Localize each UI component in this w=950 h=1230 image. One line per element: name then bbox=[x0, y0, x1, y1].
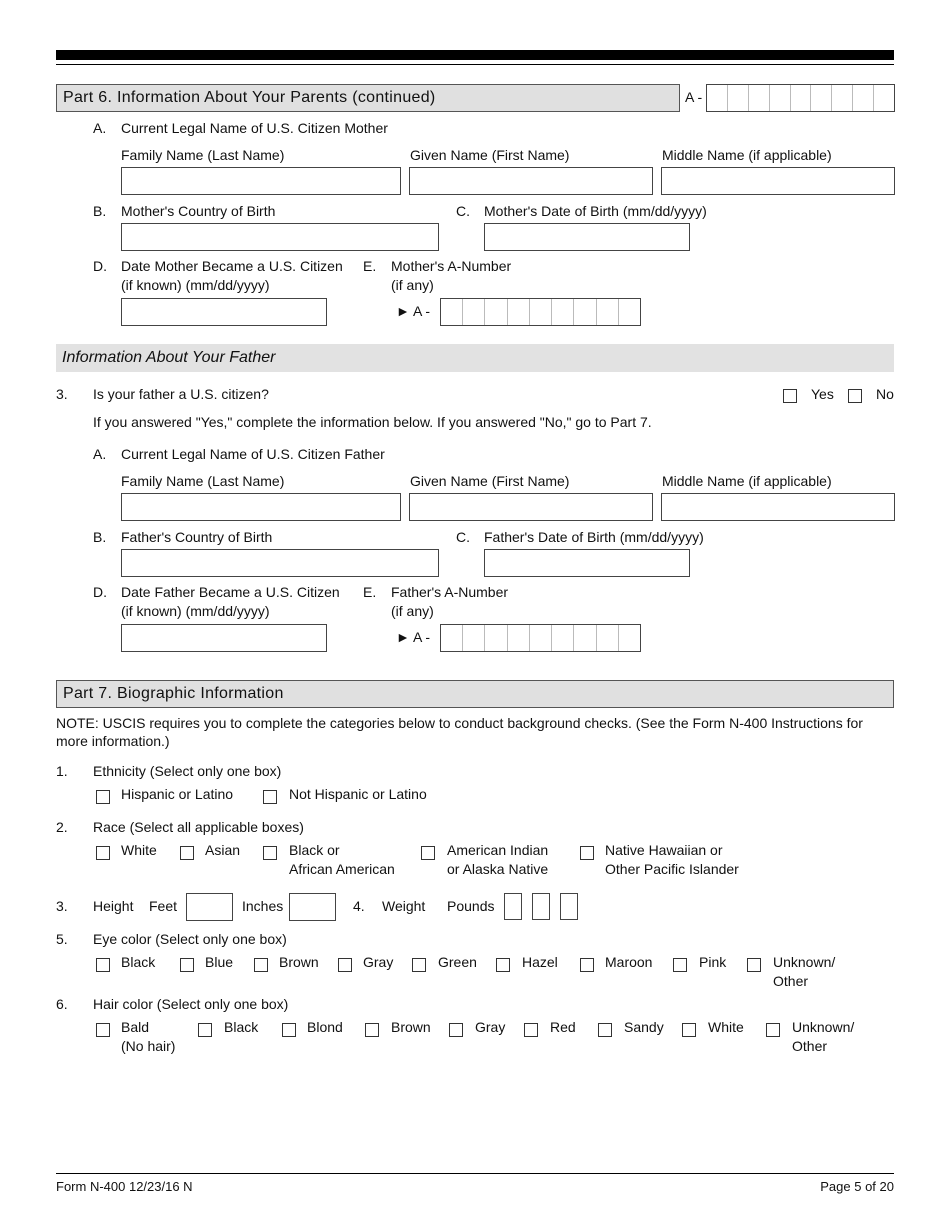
mother-country-of-birth-input[interactable] bbox=[121, 223, 439, 251]
hair-sandy-checkbox[interactable] bbox=[598, 1023, 612, 1037]
mother-e-text1: Mother's A-Number bbox=[391, 258, 512, 274]
father-e-text1: Father's A-Number bbox=[391, 584, 509, 600]
weight-pounds-label: Pounds bbox=[447, 898, 495, 914]
father-a-letter: A. bbox=[93, 446, 107, 462]
father-date-of-birth-input[interactable] bbox=[484, 549, 690, 577]
mother-a-letter: A. bbox=[93, 120, 107, 136]
footer-page-number: Page 5 of 20 bbox=[820, 1179, 894, 1194]
header-a-number-input[interactable] bbox=[706, 84, 895, 112]
footer-rule bbox=[56, 1173, 894, 1174]
father-a-text: Current Legal Name of U.S. Citizen Father bbox=[121, 446, 385, 462]
mother-middle-label: Middle Name (if applicable) bbox=[662, 147, 832, 163]
race-american-indian-label-1: American Indian bbox=[447, 842, 549, 858]
father-a-number-prefix: ► A - bbox=[396, 629, 431, 645]
mother-middle-name-input[interactable] bbox=[661, 167, 895, 195]
ethnicity-label: Ethnicity (Select only one box) bbox=[93, 763, 282, 779]
father-family-name-input[interactable] bbox=[121, 493, 401, 521]
race-american-indian-label-2: or Alaska Native bbox=[447, 861, 549, 877]
eye-other-label: Other bbox=[773, 973, 809, 989]
father-instruction: If you answered "Yes," complete the information below. If you answered "No," go to Part 7. bbox=[93, 414, 652, 430]
eye-unknown-checkbox[interactable] bbox=[747, 958, 761, 972]
father-d-text1: Date Father Became a U.S. Citizen bbox=[121, 584, 340, 600]
race-black-label-2: African American bbox=[289, 861, 395, 877]
eye-black-label: Black bbox=[121, 954, 156, 970]
eye-maroon-checkbox[interactable] bbox=[580, 958, 594, 972]
weight-digit-3-input[interactable] bbox=[560, 893, 578, 920]
race-asian-checkbox[interactable] bbox=[180, 846, 194, 860]
father-citizen-yes-checkbox[interactable] bbox=[783, 389, 797, 403]
hair-black-label: Black bbox=[224, 1019, 259, 1035]
father-d-text2: (if known) (mm/dd/yyyy) bbox=[121, 603, 270, 619]
mother-family-name-input[interactable] bbox=[121, 167, 401, 195]
eye-hazel-checkbox[interactable] bbox=[496, 958, 510, 972]
hair-white-label: White bbox=[708, 1019, 744, 1035]
mother-d-text2: (if known) (mm/dd/yyyy) bbox=[121, 277, 270, 293]
race-label: Race (Select all applicable boxes) bbox=[93, 819, 304, 835]
hair-num: 6. bbox=[56, 996, 68, 1012]
eye-maroon-label: Maroon bbox=[605, 954, 653, 970]
race-american-indian-checkbox[interactable] bbox=[421, 846, 435, 860]
race-white-checkbox[interactable] bbox=[96, 846, 110, 860]
ethnicity-hispanic-label: Hispanic or Latino bbox=[121, 786, 234, 802]
mother-d-text1: Date Mother Became a U.S. Citizen bbox=[121, 258, 343, 274]
part7-note-line1: NOTE: USCIS requires you to complete the categories below to conduct background checks. (See the Form N-400 Instructions for bbox=[56, 715, 863, 731]
eye-brown-checkbox[interactable] bbox=[254, 958, 268, 972]
father-q-text: Is your father a U.S. citizen? bbox=[93, 386, 269, 402]
father-e-text2: (if any) bbox=[391, 603, 434, 619]
height-inches-input[interactable] bbox=[289, 893, 336, 921]
race-white-label: White bbox=[121, 842, 157, 858]
race-native-hawaiian-label-2: Other Pacific Islander bbox=[605, 861, 739, 877]
race-black-label-1: Black or bbox=[289, 842, 340, 858]
eye-gray-checkbox[interactable] bbox=[338, 958, 352, 972]
mother-date-of-birth-input[interactable] bbox=[484, 223, 690, 251]
father-d-letter: D. bbox=[93, 584, 107, 600]
race-asian-label: Asian bbox=[205, 842, 241, 858]
eye-green-checkbox[interactable] bbox=[412, 958, 426, 972]
father-c-letter: C. bbox=[456, 529, 470, 545]
eye-gray-label: Gray bbox=[363, 954, 394, 970]
race-native-hawaiian-checkbox[interactable] bbox=[580, 846, 594, 860]
hair-bald-sub-label: (No hair) bbox=[121, 1038, 176, 1054]
father-middle-label: Middle Name (if applicable) bbox=[662, 473, 832, 489]
mother-given-name-input[interactable] bbox=[409, 167, 653, 195]
father-country-of-birth-input[interactable] bbox=[121, 549, 439, 577]
ethnicity-not-hispanic-label: Not Hispanic or Latino bbox=[289, 786, 427, 802]
weight-digit-1-input[interactable] bbox=[504, 893, 522, 920]
mother-b-letter: B. bbox=[93, 203, 107, 219]
father-a-number-input[interactable] bbox=[440, 624, 641, 652]
mother-a-number-input[interactable] bbox=[440, 298, 641, 326]
hair-sandy-label: Sandy bbox=[624, 1019, 664, 1035]
part7-note-line2: more information.) bbox=[56, 733, 170, 749]
mother-family-label: Family Name (Last Name) bbox=[121, 147, 285, 163]
part6-header: Part 6. Information About Your Parents (continued) bbox=[56, 84, 680, 112]
father-b-text: Father's Country of Birth bbox=[121, 529, 273, 545]
mother-e-letter: E. bbox=[363, 258, 377, 274]
weight-num: 4. bbox=[353, 898, 365, 914]
height-label: Height bbox=[93, 898, 134, 914]
mother-c-text: Mother's Date of Birth (mm/dd/yyyy) bbox=[484, 203, 707, 219]
weight-label: Weight bbox=[382, 898, 426, 914]
father-citizen-no-checkbox[interactable] bbox=[848, 389, 862, 403]
mother-b-text: Mother's Country of Birth bbox=[121, 203, 276, 219]
hair-red-label: Red bbox=[550, 1019, 576, 1035]
mother-e-text2: (if any) bbox=[391, 277, 434, 293]
hair-bald-checkbox[interactable] bbox=[96, 1023, 110, 1037]
eye-black-checkbox[interactable] bbox=[96, 958, 110, 972]
eye-green-label: Green bbox=[438, 954, 477, 970]
hair-red-checkbox[interactable] bbox=[524, 1023, 538, 1037]
hair-gray-checkbox[interactable] bbox=[449, 1023, 463, 1037]
mother-d-letter: D. bbox=[93, 258, 107, 274]
top-rule-thin bbox=[56, 64, 894, 65]
father-citizen-date-input[interactable] bbox=[121, 624, 327, 652]
hair-blond-label: Blond bbox=[307, 1019, 343, 1035]
hair-unknown-checkbox[interactable] bbox=[766, 1023, 780, 1037]
mother-a-text: Current Legal Name of U.S. Citizen Mother bbox=[121, 120, 388, 136]
mother-c-letter: C. bbox=[456, 203, 470, 219]
race-native-hawaiian-label-1: Native Hawaiian or bbox=[605, 842, 723, 858]
eye-blue-label: Blue bbox=[205, 954, 234, 970]
mother-given-label: Given Name (First Name) bbox=[410, 147, 570, 163]
mother-a-number-prefix: ► A - bbox=[396, 303, 431, 319]
eye-brown-label: Brown bbox=[279, 954, 319, 970]
hair-white-checkbox[interactable] bbox=[682, 1023, 696, 1037]
mother-citizen-date-input[interactable] bbox=[121, 298, 327, 326]
father-c-text: Father's Date of Birth (mm/dd/yyyy) bbox=[484, 529, 704, 545]
father-given-label: Given Name (First Name) bbox=[410, 473, 570, 489]
hair-other-label: Other bbox=[792, 1038, 828, 1054]
top-rule-thick bbox=[56, 50, 894, 60]
father-e-letter: E. bbox=[363, 584, 377, 600]
weight-digit-2-input[interactable] bbox=[532, 893, 550, 920]
father-citizen-no-label: No bbox=[876, 386, 894, 402]
hair-brown-checkbox[interactable] bbox=[365, 1023, 379, 1037]
eye-label: Eye color (Select only one box) bbox=[93, 931, 287, 947]
ethnicity-hispanic-checkbox[interactable] bbox=[96, 790, 110, 804]
height-feet-label: Feet bbox=[149, 898, 178, 914]
hair-bald-label: Bald bbox=[121, 1019, 150, 1035]
father-q-num: 3. bbox=[56, 386, 68, 402]
hair-gray-label: Gray bbox=[475, 1019, 506, 1035]
hair-brown-label: Brown bbox=[391, 1019, 431, 1035]
height-feet-input[interactable] bbox=[186, 893, 233, 921]
eye-blue-checkbox[interactable] bbox=[180, 958, 194, 972]
eye-num: 5. bbox=[56, 931, 68, 947]
eye-hazel-label: Hazel bbox=[522, 954, 558, 970]
eye-unknown-label: Unknown/ bbox=[773, 954, 836, 970]
ethnicity-not-hispanic-checkbox[interactable] bbox=[263, 790, 277, 804]
father-citizen-yes-label: Yes bbox=[811, 386, 834, 402]
footer-form-id: Form N-400 12/23/16 N bbox=[56, 1179, 193, 1194]
hair-label: Hair color (Select only one box) bbox=[93, 996, 289, 1012]
hair-unknown-label: Unknown/ bbox=[792, 1019, 855, 1035]
hair-blond-checkbox[interactable] bbox=[282, 1023, 296, 1037]
height-inches-label: Inches bbox=[242, 898, 284, 914]
ethnicity-num: 1. bbox=[56, 763, 68, 779]
father-section-header: Information About Your Father bbox=[56, 344, 894, 372]
race-num: 2. bbox=[56, 819, 68, 835]
hair-black-checkbox[interactable] bbox=[198, 1023, 212, 1037]
eye-pink-checkbox[interactable] bbox=[673, 958, 687, 972]
eye-pink-label: Pink bbox=[699, 954, 727, 970]
header-a-number-label: A - bbox=[685, 89, 703, 105]
father-middle-name-input[interactable] bbox=[661, 493, 895, 521]
father-b-letter: B. bbox=[93, 529, 107, 545]
father-family-label: Family Name (Last Name) bbox=[121, 473, 285, 489]
father-given-name-input[interactable] bbox=[409, 493, 653, 521]
height-num: 3. bbox=[56, 898, 68, 914]
part7-header: Part 7. Biographic Information bbox=[56, 680, 894, 708]
race-black-checkbox[interactable] bbox=[263, 846, 277, 860]
